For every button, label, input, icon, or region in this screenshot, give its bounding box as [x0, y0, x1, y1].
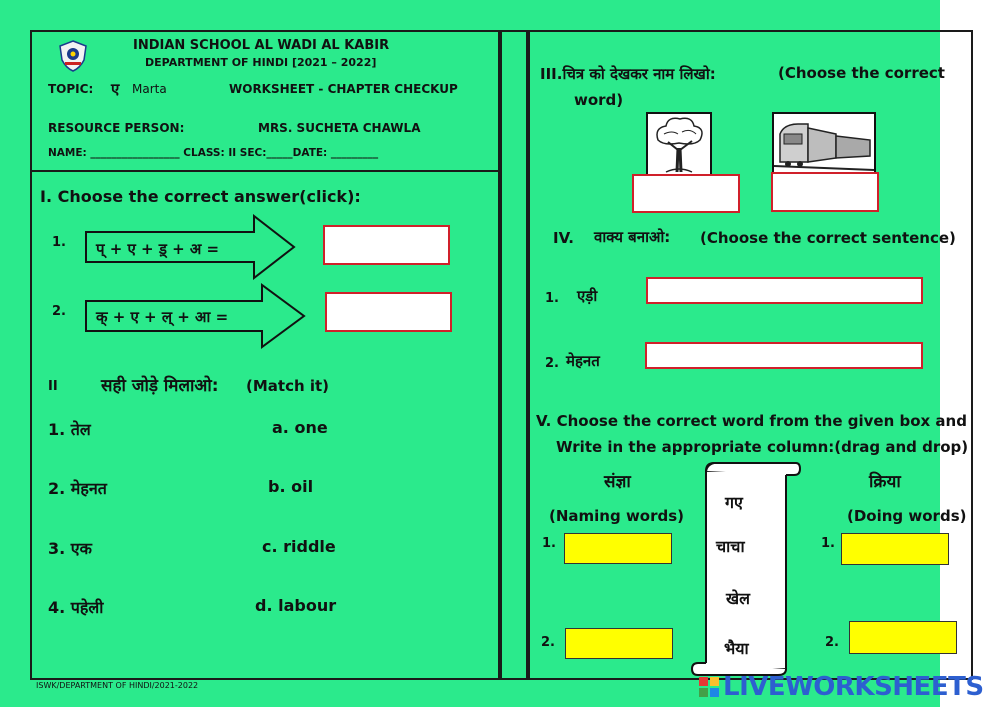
match-right-a[interactable]: a. one: [272, 418, 328, 437]
section4-title-english: (Choose the correct sentence): [700, 229, 956, 247]
section1-q2-number: 2.: [52, 304, 66, 319]
tree-picture: [646, 112, 712, 176]
section4-sentence2-box[interactable]: [645, 342, 923, 369]
section4-item1-word: एड़ी: [577, 287, 598, 305]
resource-name: MRS. SUCHETA CHAWLA: [258, 121, 421, 135]
worksheet-title: WORKSHEET - CHAPTER CHECKUP: [229, 82, 458, 96]
naming-words-heading-hindi: संज्ञा: [604, 472, 631, 492]
section3-title-english: (Choose the correct: [778, 64, 945, 82]
naming-slot2-number: 2.: [541, 635, 555, 650]
section1-title: I. Choose the correct answer(click):: [40, 187, 361, 206]
naming-drop-slot-1[interactable]: [564, 533, 672, 564]
draggable-word-4[interactable]: भैया: [724, 639, 749, 658]
section5-instruction-2: Write in the appropriate column:(drag and drop): [556, 438, 969, 456]
section3-title-hindi: III.चित्र को देखकर नाम लिखो:: [540, 65, 716, 83]
section3-train-answer-box[interactable]: [771, 172, 879, 212]
section4-title-hindi: वाक्य बनाओ:: [594, 228, 671, 246]
naming-drop-slot-2[interactable]: [565, 628, 673, 659]
student-info-line: NAME: _________________ CLASS: II SEC:_____DATE: _________: [48, 147, 379, 159]
school-logo-icon: [58, 40, 88, 72]
section4-number: IV.: [553, 229, 574, 247]
naming-slot1-number: 1.: [542, 536, 556, 551]
draggable-word-1[interactable]: गए: [725, 493, 743, 512]
section4-item2-word: मेहनत: [566, 352, 600, 370]
naming-words-heading-english: (Naming words): [549, 507, 685, 525]
section1-q2-answer-box[interactable]: [325, 292, 452, 332]
section4-sentence1-box[interactable]: [646, 277, 923, 304]
topic-extra: Marta: [132, 82, 167, 96]
doing-slot1-number: 1.: [821, 536, 835, 551]
section2-number: II: [48, 379, 58, 394]
doing-slot2-number: 2.: [825, 635, 839, 650]
match-left-2[interactable]: 2. मेहनत: [48, 479, 107, 498]
section2-title-hindi: सही जोड़े मिलाओ:: [101, 376, 219, 396]
match-left-4[interactable]: 4. पहेली: [48, 598, 104, 617]
train-picture: [772, 112, 876, 174]
doing-drop-slot-1[interactable]: [841, 533, 949, 565]
section4-item1-number: 1.: [545, 291, 559, 306]
section5-instruction-1: V. Choose the correct word from the given box and: [536, 412, 967, 430]
doing-drop-slot-2[interactable]: [849, 621, 957, 654]
match-right-c[interactable]: c. riddle: [262, 537, 336, 556]
header-divider: [30, 170, 500, 172]
match-left-1[interactable]: 1. तेल: [48, 420, 91, 439]
draggable-word-2[interactable]: चाचा: [716, 537, 745, 556]
section2-title-english: (Match it): [246, 377, 330, 395]
doing-words-heading-hindi: क्रिया: [869, 472, 901, 492]
section3-tree-answer-box[interactable]: [632, 174, 740, 213]
match-left-3[interactable]: 3. एक: [48, 539, 92, 558]
liveworksheets-logo-icon: [698, 676, 720, 698]
section4-item2-number: 2.: [545, 356, 559, 371]
section1-q2-expression: क् + ए + ल् + आ =: [96, 308, 229, 326]
topic-label: TOPIC:: [48, 82, 94, 96]
draggable-word-3[interactable]: खेल: [726, 589, 750, 608]
department: DEPARTMENT OF HINDI [2021 – 2022]: [145, 56, 377, 69]
section1-q1-number: 1.: [52, 235, 66, 250]
section3-title-english-cont: word): [574, 91, 624, 109]
school-name: INDIAN SCHOOL AL WADI AL KABIR: [133, 38, 390, 53]
match-right-d[interactable]: d. labour: [255, 596, 337, 615]
footer-text: ISWK/DEPARTMENT OF HINDI/2021-2022: [36, 681, 199, 690]
liveworksheets-brand: LIVEWORKSHEETS: [723, 672, 984, 702]
section1-q1-answer-box[interactable]: [323, 225, 450, 265]
section1-q1-expression: प् + ए + ड़् + अ =: [96, 240, 220, 258]
match-right-b[interactable]: b. oil: [268, 477, 314, 496]
doing-words-heading-english: (Doing words): [847, 507, 967, 525]
topic-value: ए: [111, 80, 120, 98]
resource-label: RESOURCE PERSON:: [48, 121, 185, 135]
